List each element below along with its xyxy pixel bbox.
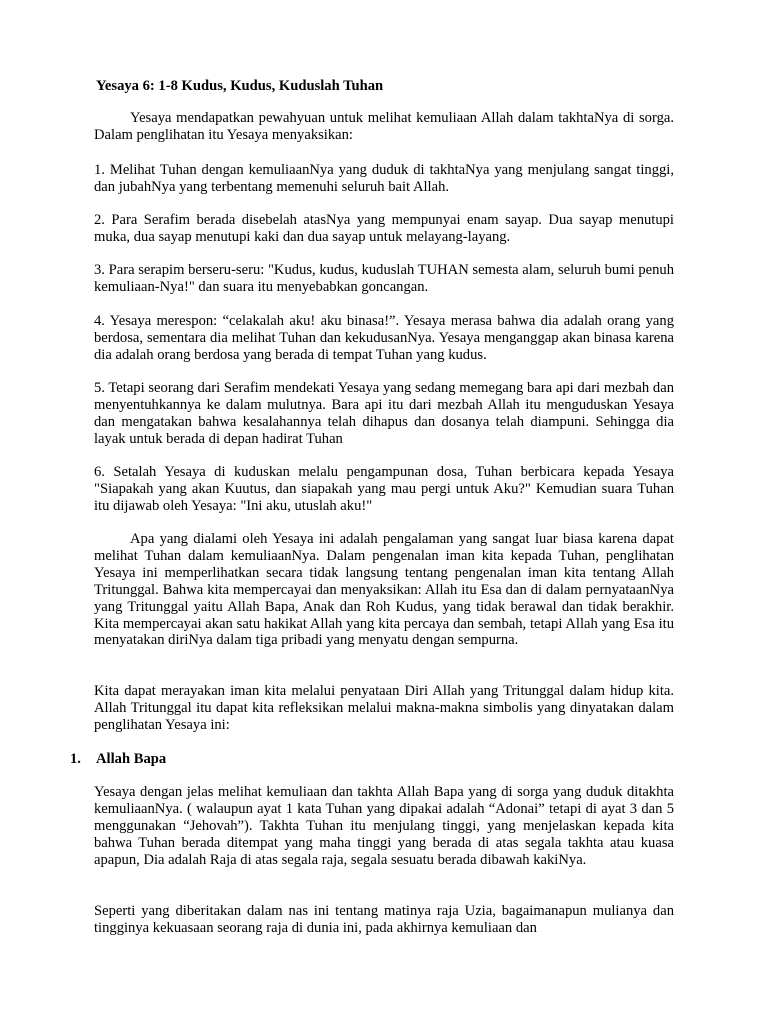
- document-title: Yesaya 6: 1-8 Kudus, Kudus, Kuduslah Tuhan: [96, 78, 384, 94]
- point-3-paragraph: 3. Para serapim berseru-seru: "Kudus, kudus, kuduslah TUHAN semesta alam, seluruh bumi penuh kemuliaan-Nya!" dan suara itu menyebabkan goncangan.: [94, 262, 674, 295]
- point-5-paragraph: 5. Tetapi seorang dari Serafim mendekati Yesaya yang sedang memegang bara api dari mezbah dan menyentuhkannya ke dalam mulutnya. Bara api itu dari mezbah Allah itu menguduskan Yesaya dan mengatakan bahwa kesalahannya telah dihapus dan dosanya telah diampuni. Sehingga dia layak untuk berada di depan hadirat Tuhan: [94, 380, 674, 447]
- celebration-paragraph: Kita dapat merayakan iman kita melalui penyataan Diri Allah yang Tritunggal dalam hidup kita. Allah Tritunggal itu dapat kita refleksikan melalui makna-makna simbolis yang dinyatakan dalam penglihatan Yesaya ini:: [94, 683, 674, 733]
- intro-paragraph: Yesaya mendapatkan pewahyuan untuk melihat kemuliaan Allah dalam takhtaNya di sorga. Dalam penglihatan itu Yesaya menyaksikan:: [94, 110, 674, 143]
- point-6-paragraph: 6. Setalah Yesaya di kuduskan melalu pengampunan dosa, Tuhan berbicara kepada Yesaya "Siapakah yang akan Kuutus, dan siapakah yang mau pergi untuk Aku?" Kemudian suara Tuhan itu dijawab oleh Yesaya: "Ini aku, utuslah aku!": [94, 464, 674, 514]
- reflection-paragraph: Apa yang dialami oleh Yesaya ini adalah pengalaman yang sangat luar biasa karena dapat melihat Tuhan dalam kemuliaanNya. Dalam pengenalan iman kita kepada Tuhan, penglihatan Yesaya ini memperlihatkan secara tidak langsung tentang pengenalan iman kita tentang Allah Tritunggal. Bahwa kita mempercayai dan menyaksikan: Allah itu Esa dan di dalam pernyataanNya yang Tritunggal yaitu Allah Bapa, Anak dan Roh Kudus, yang tidak berawal dan tidak berakhir. Kita mempercayai akan satu hakikat Allah yang kita percaya dan sembah, tetapi Allah yang Esa itu menyatakan diriNya dalam tiga pribadi yang menyatu dengan sempurna.: [94, 531, 674, 649]
- point-1-paragraph: 1. Melihat Tuhan dengan kemuliaanNya yang duduk di takhtaNya yang menjulang sangat tinggi, dan jubahNya yang terbentang memenuhi seluruh bait Allah.: [94, 162, 674, 195]
- section-number: 1.: [70, 751, 81, 767]
- allah-bapa-paragraph-2: Seperti yang diberitakan dalam nas ini tentang matinya raja Uzia, bagaimanapun mulianya dan tingginya kekuasaan seorang raja di dunia ini, pada akhirnya kemuliaan dan: [94, 903, 674, 936]
- point-4-paragraph: 4. Yesaya merespon: “celakalah aku! aku binasa!”. Yesaya merasa bahwa dia adalah orang yang berdosa, sementara dia melihat Tuhan dan kekudusanNya. Yesaya menganggap akan binasa karena dia adalah orang berdosa yang berada di tempat Tuhan yang kudus.: [94, 313, 674, 363]
- section-heading-allah-bapa: [70, 751, 166, 768]
- section-heading-text: Allah Bapa: [96, 751, 167, 767]
- page-bottom-clip: [94, 903, 674, 939]
- allah-bapa-paragraph-1: Yesaya dengan jelas melihat kemuliaan dan takhta Allah Bapa yang di sorga yang duduk ditakhta kemuliaanNya. ( walaupun ayat 1 kata Tuhan yang dipakai adalah “Adonai” tetapi di ayat 3 dan 5 menggunakan “Jehovah”). Takhta Tuhan itu menjulang tinggi, yang menjelaskan kepada kita bahwa Tuhan berada ditempat yang maha tinggi yang berada di atas segala takhta atau kuasa apapun, Dia adalah Raja di atas segala raja, segala sesuatu berada dibawah kakiNya.: [94, 784, 674, 868]
- point-2-paragraph: 2. Para Serafim berada disebelah atasNya yang mempunyai enam sayap. Dua sayap menutupi muka, dua sayap menutupi kaki dan dua sayap untuk melayang-layang.: [94, 212, 674, 245]
